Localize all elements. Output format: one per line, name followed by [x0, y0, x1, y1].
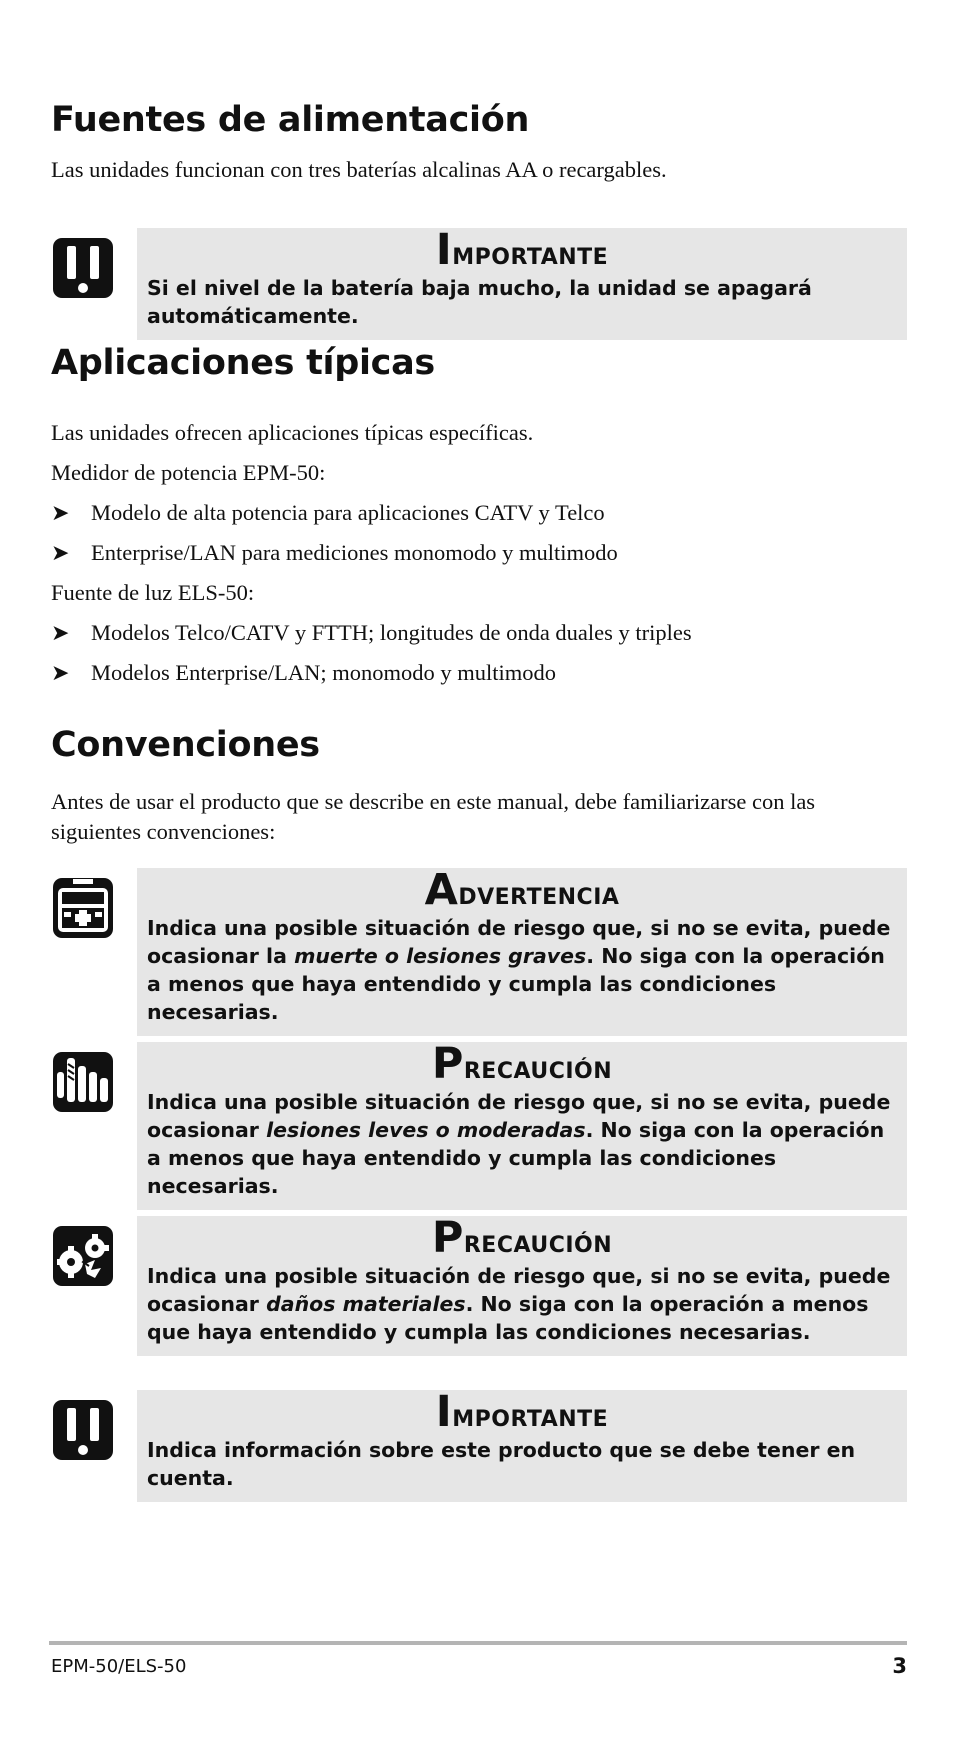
arrow-bullet-icon: ➤ — [51, 501, 70, 526]
conventions-intro: Antes de usar el producto que se describe en este manual, debe familiarizarse con las siguientes convenciones: — [51, 789, 816, 844]
section-title-apps: Aplicaciones típicas — [51, 343, 435, 383]
list-item: ➤ Modelos Enterprise/LAN; monomodo y multimodo — [51, 658, 556, 689]
list-item: ➤ Modelo de alta potencia para aplicaciones CATV y Telco — [51, 498, 605, 529]
notice-text: Indica una posible situación de riesgo que, si no se evita, puede ocasionar la muerte o lesiones graves. No siga con la operación a menos que haya entendido y cumpla las condiciones necesarias. — [147, 916, 891, 1024]
notice-text: Indica información sobre este producto que se debe tener en cuenta. — [147, 1438, 856, 1490]
injured-hand-icon — [51, 1050, 115, 1114]
exclamation-icon — [51, 1398, 115, 1462]
list-item: ➤ Modelos Telco/CATV y FTTH; longitudes de onda duales y triples — [51, 618, 692, 649]
apps-intro: Las unidades ofrecen aplicaciones típicas específicas. — [51, 420, 534, 445]
els-label: Fuente de luz ELS-50: — [51, 580, 255, 605]
notice-title: Advertencia — [424, 865, 620, 915]
page-number: 3 — [892, 1654, 907, 1678]
notice-title: Precaución — [431, 1039, 613, 1089]
arrow-bullet-icon: ➤ — [51, 621, 70, 646]
broken-gear-icon — [51, 1224, 115, 1288]
notice-text: Indica una posible situación de riesgo que, si no se evita, puede ocasionar daños materiales. No siga con la operación a menos que haya entendido y cumpla las condiciones necesarias. — [147, 1264, 891, 1344]
important-notice-box — [137, 225, 907, 340]
warning-notice-box — [137, 865, 907, 1036]
notice-text: Si el nivel de la batería baja mucho, la unidad se apagará automáticamente. — [147, 276, 812, 328]
section-title-conventions: Convenciones — [51, 725, 320, 765]
ambulance-icon — [51, 876, 115, 940]
footer-product-name: EPM-50/ELS-50 — [51, 1656, 187, 1677]
important-notice-box — [137, 1387, 907, 1502]
power-paragraph: Las unidades funcionan con tres baterías alcalinas AA o recargables. — [51, 157, 667, 182]
notice-title: Importante — [435, 1387, 609, 1437]
footer-divider — [49, 1641, 907, 1645]
arrow-bullet-icon: ➤ — [51, 541, 70, 566]
caution-notice-box — [137, 1039, 907, 1210]
epm-label: Medidor de potencia EPM-50: — [51, 460, 326, 485]
notice-text: Indica una posible situación de riesgo que, si no se evita, puede ocasionar lesiones leves o moderadas. No siga con la operación a menos que haya entendido y cumpla las condiciones necesarias. — [147, 1090, 891, 1198]
list-item: ➤ Enterprise/LAN para mediciones monomodo y multimodo — [51, 538, 618, 569]
notice-title: Importante — [435, 225, 609, 275]
exclamation-icon — [51, 236, 115, 300]
section-title-power: Fuentes de alimentación — [51, 100, 530, 140]
caution-notice-box — [137, 1213, 907, 1356]
arrow-bullet-icon: ➤ — [51, 661, 70, 686]
notice-title: Precaución — [431, 1213, 613, 1263]
